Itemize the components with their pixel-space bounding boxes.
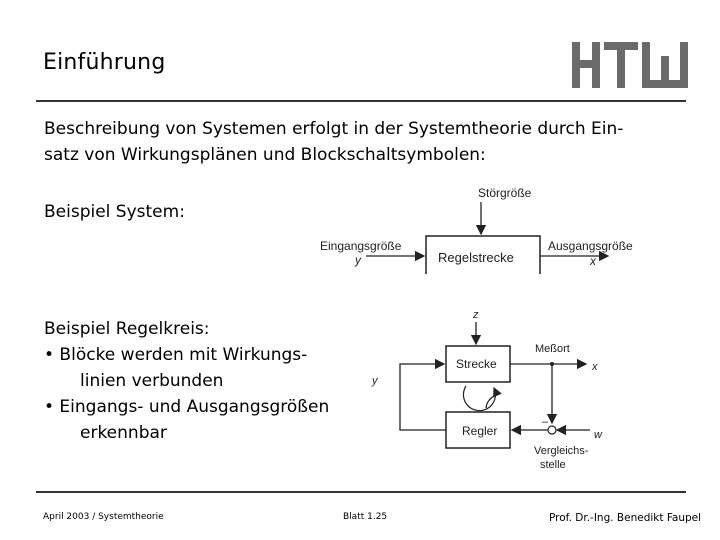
header-divider xyxy=(36,100,686,102)
svg-text:Regler: Regler xyxy=(462,424,498,438)
input-var: y xyxy=(355,253,361,267)
page-title: Einführung xyxy=(43,50,166,75)
footer-divider xyxy=(36,491,686,493)
example-loop-text xyxy=(44,316,364,446)
bullet-item: • Eingangs- und Ausgangsgrößen erkennbar xyxy=(44,397,330,443)
svg-text:y: y xyxy=(372,375,378,387)
system-block-diagram xyxy=(318,184,658,274)
svg-text:stelle: stelle xyxy=(540,459,566,471)
intro-text: Beschreibung von Systemen erfolgt in der Systemtheorie durch Ein- satz von Wirkungsplänen und Blockschaltsymbolen: xyxy=(44,119,624,165)
htw-logo xyxy=(570,40,692,90)
svg-text:z: z xyxy=(473,309,479,321)
regelstrecke-label: Regelstrecke xyxy=(438,250,514,265)
output-label: Ausgangsgröße xyxy=(548,239,633,253)
output-var: x xyxy=(590,254,596,268)
footer-date-course: April 2003 / Systemtheorie xyxy=(43,512,164,522)
disturbance-label: Störgröße xyxy=(478,186,532,200)
footer-author: Prof. Dr.-Ing. Benedikt Faupel xyxy=(549,512,702,524)
example-loop-label: Beispiel Regelkreis: xyxy=(44,319,210,339)
svg-text:x: x xyxy=(592,361,598,373)
svg-text:Strecke: Strecke xyxy=(456,357,497,371)
footer-page-number: Blatt 1.25 xyxy=(343,512,388,522)
control-loop-diagram xyxy=(362,304,618,478)
bullet-item: • Blöcke werden mit Wirkungs- linien verbunden xyxy=(44,345,308,391)
svg-text:w: w xyxy=(594,429,602,441)
example-system-label: Beispiel System: xyxy=(44,202,185,222)
svg-text:Vergleichs-: Vergleichs- xyxy=(534,445,589,457)
svg-text:Meßort: Meßort xyxy=(535,343,570,355)
input-label: Eingangsgröße xyxy=(320,239,402,253)
svg-text:–: – xyxy=(542,416,549,428)
